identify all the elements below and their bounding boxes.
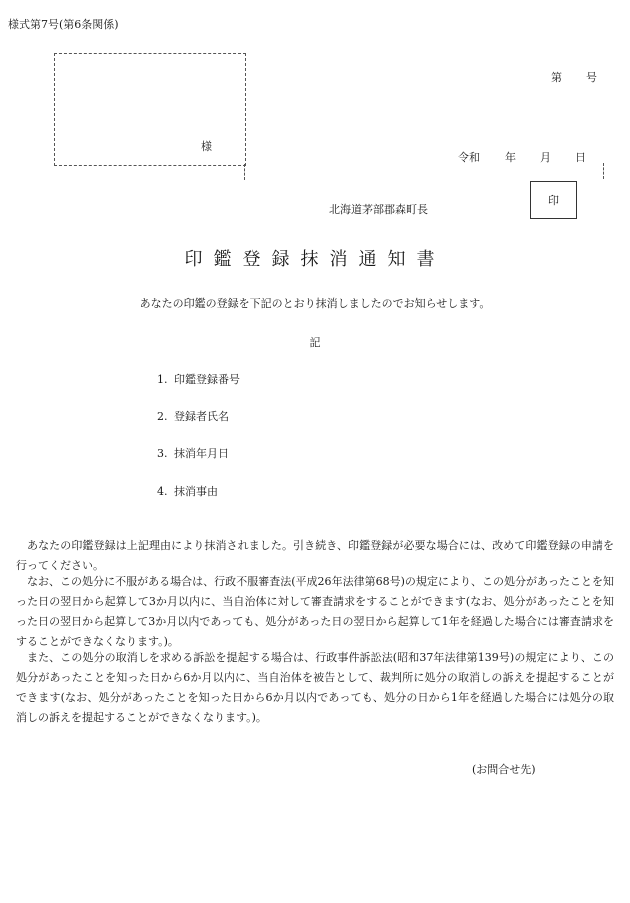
date-era: 令和 xyxy=(458,151,480,164)
document-number-suffix: 号 xyxy=(586,71,597,84)
list-item-label: 印鑑登録番号 xyxy=(174,373,240,386)
list-item xyxy=(157,483,218,499)
list-item-label: 登録者氏名 xyxy=(174,410,229,423)
list-item xyxy=(157,371,240,387)
date-day: 日 xyxy=(575,151,586,164)
notice-paragraph: あなたの印鑑登録は上記理由により抹消されました。引き続き、印鑑登録が必要な場合には、改めて印鑑登録の申請を行ってください。 xyxy=(16,539,614,572)
list-item-number: 2. xyxy=(157,410,168,423)
document-number xyxy=(551,69,597,85)
seal-box xyxy=(530,181,577,219)
recipient-honorific: 様 xyxy=(201,140,212,153)
list-item-number: 4. xyxy=(157,485,168,498)
contact-label: (お問合せ先) xyxy=(472,763,536,776)
issuer-name: 北海道茅部郡森町長 xyxy=(329,203,428,216)
list-item xyxy=(157,445,229,461)
list-item-number: 3. xyxy=(157,447,168,460)
date-month: 月 xyxy=(540,151,551,164)
intro-text: あなたの印鑑の登録を下記のとおり抹消しましたのでお知らせします。 xyxy=(139,297,491,310)
seal-label: 印 xyxy=(548,194,559,207)
form-number: 様式第7号(第6条関係) xyxy=(8,18,119,31)
address-box-fold-mark xyxy=(244,164,245,180)
right-fold-mark xyxy=(603,163,604,179)
list-item xyxy=(157,408,229,424)
date-year: 年 xyxy=(505,151,516,164)
list-item-label: 抹消年月日 xyxy=(174,447,229,460)
document-title: 印鑑登録抹消通知書 xyxy=(184,249,446,270)
document-number-prefix: 第 xyxy=(551,71,562,84)
list-item-label: 抹消事由 xyxy=(174,485,218,498)
list-item-number: 1. xyxy=(157,373,168,386)
recipient-address-box xyxy=(54,53,246,166)
ki-marker: 記 xyxy=(309,336,321,349)
lawsuit-paragraph: また、この処分の取消しを求める訴訟を提起する場合は、行政事件訴訟法(昭和37年法律第139号)の規定により、この処分があったことを知った日から6か月以内に、当自治体を被告として、裁判所に処分の取消しの訴えを提起することができます(なお、処分があったことを知った日から6か月以内であっても、処分の日から1年を経過した場合には処分の取消しの訴えを提起することができなくなります。)。 xyxy=(16,651,614,724)
appeal-paragraph: なお、この処分に不服がある場合は、行政不服審査法(平成26年法律第68号)の規定により、この処分があったことを知った日の翌日から起算して3か月以内に、当自治体に対して審査請求をすることができます(なお、処分があったことを知った日の翌日から起算して3か月以内であっても、処分があった日の翌日から起算して1年を経過した場合には審査請求をすることができなくなります。)。 xyxy=(16,575,614,648)
